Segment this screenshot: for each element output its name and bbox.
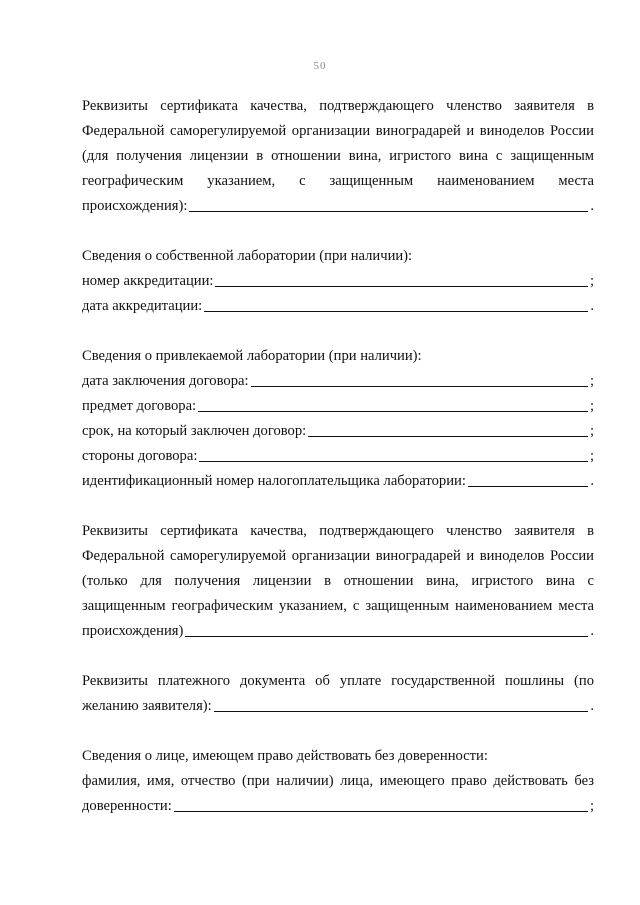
field-label: происхождения): [82, 623, 184, 639]
payment-document-field: [82, 697, 594, 715]
field-label: номер аккредитации:: [82, 273, 214, 289]
field-end: ;: [589, 798, 594, 814]
field-end: .: [590, 298, 594, 314]
section-heading: Сведения о привлекаемой лаборатории (при наличии):: [82, 348, 422, 364]
blank-underline[interactable]: [204, 297, 588, 312]
contract-date-field: [82, 372, 594, 390]
field-end: ;: [589, 373, 594, 389]
accreditation-date-field: [82, 297, 594, 315]
blank-underline[interactable]: [215, 272, 587, 287]
origin-field-2: [82, 622, 594, 640]
field-end: .: [590, 198, 594, 214]
field-end: .: [590, 623, 594, 639]
text-line: (только для получения лицензии в отношении вина, игристого вина с: [82, 573, 594, 589]
field-label: происхождения):: [82, 198, 188, 214]
contract-parties-field: [82, 447, 594, 465]
contract-term-field: [82, 422, 594, 440]
text-line: Реквизиты сертификата качества, подтверждающего членство заявителя в: [82, 98, 594, 114]
page-number: 50: [313, 60, 327, 72]
text-line: Федеральной саморегулируемой организации виноградарей и виноделов России: [82, 123, 594, 139]
field-end: ;: [589, 423, 594, 439]
field-label: идентификационный номер налогоплательщика лаборатории:: [82, 473, 466, 489]
blank-underline[interactable]: [189, 197, 588, 212]
field-end: .: [590, 473, 594, 489]
blank-underline[interactable]: [468, 472, 588, 487]
text-line: географическим указанием, с защищенным наименованием места: [82, 173, 594, 189]
text-line: Реквизиты сертификата качества, подтверждающего членство заявителя в: [82, 523, 594, 539]
blank-underline[interactable]: [251, 372, 588, 387]
blank-underline[interactable]: [199, 447, 588, 462]
field-label: предмет договора:: [82, 398, 197, 414]
field-label: доверенности:: [82, 798, 172, 814]
laboratory-inn-field: [82, 472, 594, 490]
field-end: .: [590, 698, 594, 714]
blank-underline[interactable]: [174, 797, 588, 812]
field-label: стороны договора:: [82, 448, 198, 464]
field-label: срок, на который заключен договор:: [82, 423, 307, 439]
field-label: желанию заявителя):: [82, 698, 212, 714]
blank-underline[interactable]: [198, 397, 588, 412]
field-label: дата аккредитации:: [82, 298, 203, 314]
field-end: ;: [589, 398, 594, 414]
authorized-person-name-field: [82, 797, 594, 815]
accreditation-number-field: [82, 272, 594, 290]
blank-underline[interactable]: [214, 697, 589, 712]
text-line: (для получения лицензии в отношении вина, игристого вина с защищенным: [82, 148, 594, 164]
text-line: фамилия, имя, отчество (при наличии) лица, имеющего право действовать без: [82, 773, 594, 789]
origin-field: [82, 197, 594, 215]
field-label: дата заключения договора:: [82, 373, 249, 389]
field-end: ;: [589, 273, 594, 289]
contract-subject-field: [82, 397, 594, 415]
field-end: ;: [589, 448, 594, 464]
blank-underline[interactable]: [185, 622, 588, 637]
section-heading: Сведения о собственной лаборатории (при наличии):: [82, 248, 413, 264]
text-line: Федеральной саморегулируемой организации виноградарей и виноделов России: [82, 548, 594, 564]
text-line: Реквизиты платежного документа об уплате государственной пошлины (по: [82, 673, 594, 689]
blank-underline[interactable]: [308, 422, 588, 437]
text-line: защищенным географическим указанием, с защищенным наименованием места: [82, 598, 594, 614]
section-heading: Сведения о лице, имеющем право действовать без доверенности:: [82, 748, 488, 764]
